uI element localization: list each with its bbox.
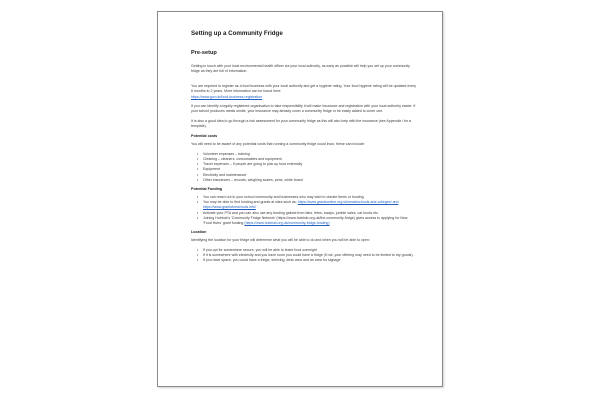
list-item: • If you have space, you could have a fridge, shelving, desk area and an area for signage <box>203 258 417 263</box>
list-item: • Other insurances – records, weighing scales, pens, white board <box>203 178 417 183</box>
document-content <box>191 30 417 267</box>
hubbub-funding-link[interactable]: (https://www.hubbub.org.uk/community-fridge-funding) <box>244 220 330 225</box>
list-item: • Equipment <box>203 167 417 172</box>
grants-links[interactable]: https://www.grantsonline.org.uk/news/schools-and-colleges/ and https://www.grantsforschools.info/ <box>203 200 399 210</box>
location-heading: Location <box>191 230 207 235</box>
list-item: • Travel expenses – if people are going to pick up food externally <box>203 162 417 167</box>
list-item: • Cleaning – cleaners, consumables and equipment <box>203 157 417 162</box>
list-item-text: Joining Hubbub's 'Community Fridge Network' (https://www.hubbub.org.uk/the-community-fridge) gives access to applying for New 'Food Hubs' grant funding <box>203 215 408 225</box>
list-item-text: Activate your PTA and you can also use any funding gained from fairs, fetes, swaps, jumble sales, car boots etc. <box>203 210 379 215</box>
list-item-text: You can reach out to your school community and businesses who may wish to donate items or funding. <box>203 194 365 199</box>
document-page <box>157 11 443 387</box>
document-title: Setting up a Community Fridge <box>191 30 283 37</box>
potential-funding-list <box>191 195 417 226</box>
paragraph-register-text: You are required to register as a food business with your local authority and get a hygiene rating. Your food hygiene rating will be updated every 6 months to 2 years. More information can be found here: <box>191 84 417 94</box>
location-intro: Identifying the location for your fridge will determine what you will be able to do and when you will be able to open: <box>191 238 370 243</box>
potential-costs-heading: Potential costs <box>191 134 218 139</box>
presetup-heading: Pre-setup <box>191 50 217 56</box>
potential-funding-heading: Potential Funding <box>191 186 223 191</box>
list-item: • If it is somewhere with electricity and you have room you could have a fridge (if not, your offering may need to be limited to dry goods). <box>203 253 417 258</box>
list-item: • Electricity and maintenance <box>203 173 417 178</box>
potential-costs-intro: You will need to be aware of any potential costs that running a community fridge could incur, these can include: <box>191 142 365 147</box>
location-list <box>191 248 417 264</box>
paragraph-risk-assessment: It is also a good idea to go through a risk assessment for your community fridge as this will also help with the insurance (see Appendix i for a template). <box>191 119 412 129</box>
list-item <box>203 200 417 210</box>
paragraph-register <box>191 79 417 100</box>
list-item <box>203 216 417 226</box>
list-item: • If you opt for somewhere secure, you will be able to leave food overnight <box>203 248 417 253</box>
register-link[interactable]: https://www.gov.uk/food-business-registration <box>191 94 263 99</box>
paragraph-contact-officer: Getting in touch with your local environmental health officer via your local authority, as early as possible will help you set up your community fridge as they are full of information. <box>191 64 410 74</box>
list-item: • Volunteer expenses – training <box>203 152 417 157</box>
potential-costs-list <box>191 152 417 183</box>
list-item-text: You may be able to find funding and grants at sites such as: <box>203 200 297 205</box>
paragraph-organisation: If you can identify a legally registered organisation to take responsibility it will make insurance and registration with your local authority easier. If your school produces meals onsite, your insurance may already cover a community fridge or be easily added to cover one. <box>191 104 416 114</box>
